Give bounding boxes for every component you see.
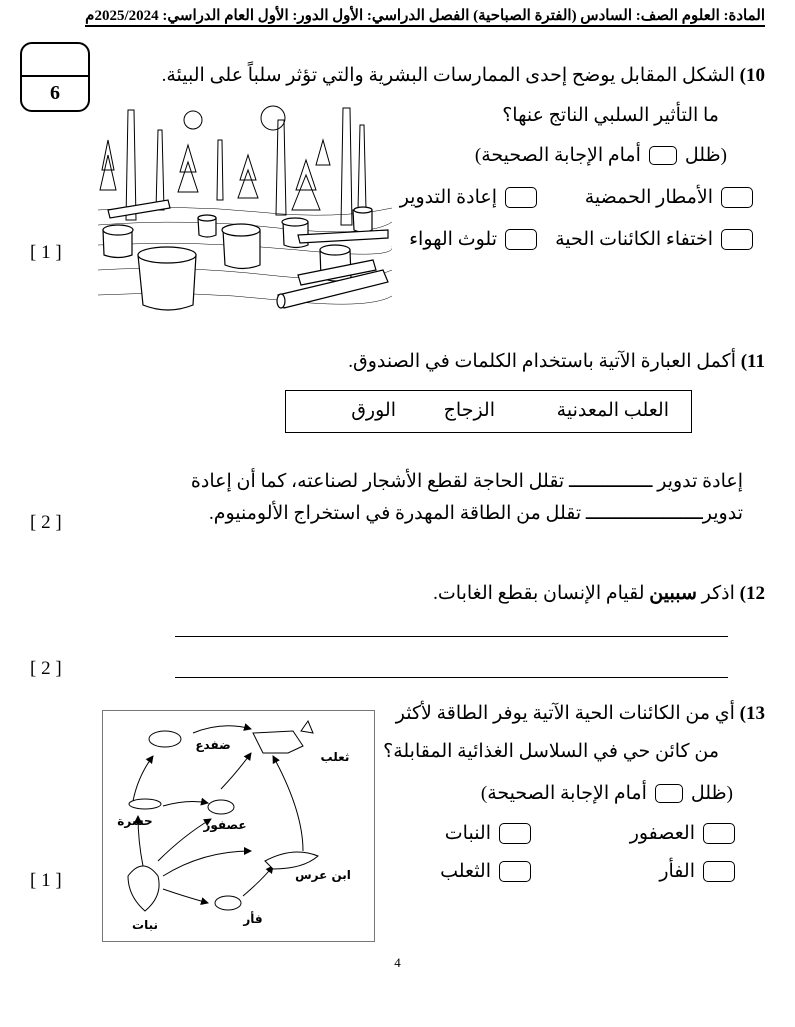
sparrow-icon xyxy=(208,800,234,814)
q11-sentence-line1: إعادة تدوير ـــــــــــــــ تقلل الحاجة لقطع الأشجار لصناعته، كما أن إعادة xyxy=(190,471,743,492)
q11-line xyxy=(348,350,765,373)
q10-option-air-pollution[interactable] xyxy=(409,228,537,251)
q11-text: أكمل العبارة الآتية باستخدام الكلمات في الصندوق. xyxy=(348,351,736,372)
q12-text-post: لقيام الإنسان بقطع الغابات. xyxy=(433,583,645,604)
answer-line-2[interactable] xyxy=(175,677,728,678)
q13-option-mouse[interactable] xyxy=(659,860,735,883)
score-divider xyxy=(22,75,88,77)
q10-option-4-label: تلوث الهواء xyxy=(409,229,497,250)
q13-checkbox-4[interactable] xyxy=(499,861,531,882)
q13-checkbox-2[interactable] xyxy=(499,823,531,844)
q12-line xyxy=(433,582,765,605)
q10-option-extinction[interactable] xyxy=(555,228,753,251)
q13-line2: من كائن حي في السلاسل الغذائية المقابلة؟ xyxy=(383,741,719,762)
q13-option-2-label: النبات xyxy=(444,823,491,844)
q10-option-recycling[interactable] xyxy=(400,186,537,209)
q10-checkbox-3[interactable] xyxy=(721,229,753,250)
header-text: المادة: العلوم الصف: السادس (الفترة الصباحية) الفصل الدراسي: الأول الدور: الأول العام الدراسي: 2025/2024م xyxy=(85,8,765,27)
frog-icon xyxy=(149,731,181,747)
q10-option-3-label: اختفاء الكائنات الحية xyxy=(555,229,713,250)
q10-option-acid-rain[interactable] xyxy=(585,186,753,209)
label-insect: حشرة xyxy=(117,814,153,828)
score-value: 6 xyxy=(50,82,60,104)
insect-icon xyxy=(129,799,161,809)
q10-option-2-label: إعادة التدوير xyxy=(399,187,497,208)
weasel-icon xyxy=(265,852,318,869)
q13-checkbox-1[interactable] xyxy=(703,823,735,844)
q10-checkbox-1[interactable] xyxy=(721,187,753,208)
q13-number: 13) xyxy=(739,703,765,724)
word-bank-box xyxy=(285,390,692,433)
q10-instruction-close: أمام الإجابة الصحيحة) xyxy=(474,145,641,166)
q11-number: 11) xyxy=(740,351,765,372)
q11-mark: [ 2 ] xyxy=(30,512,62,533)
q10-line1 xyxy=(162,64,765,87)
q13-instruction xyxy=(481,782,733,805)
q10-checkbox-2[interactable] xyxy=(505,187,537,208)
label-fox: ثعلب xyxy=(320,750,350,764)
q12-number: 12) xyxy=(739,583,765,604)
label-frog: ضفدع xyxy=(195,738,231,752)
q13-line1 xyxy=(396,702,765,725)
q13-instruction-close: أمام الإجابة الصحيحة) xyxy=(480,783,647,804)
q12-text-bold: سببين xyxy=(649,583,697,604)
answer-line-1[interactable] xyxy=(175,636,728,637)
word-bank-item-1: العلب المعدنية xyxy=(556,400,669,421)
deforestation-illustration xyxy=(98,100,392,322)
q10-text: الشكل المقابل يوضح إحدى الممارسات البشرية والتي تؤثر سلباً على البيئة. xyxy=(161,65,735,86)
food-web-diagram xyxy=(102,710,375,942)
label-sparrow: عصفور xyxy=(203,818,247,832)
q13-option-3-label: الفأر xyxy=(659,861,695,882)
q13-option-fox[interactable] xyxy=(440,860,531,883)
q12-mark: [ 2 ] xyxy=(30,658,62,679)
label-mouse: فأر xyxy=(243,912,263,926)
word-bank-item-2: الزجاج xyxy=(443,400,495,421)
exam-header xyxy=(28,6,765,25)
q13-option-plant[interactable] xyxy=(445,822,531,845)
q10-number: 10) xyxy=(739,65,765,86)
q13-option-1-label: العصفور xyxy=(629,823,695,844)
q10-mark: [ 1 ] xyxy=(30,242,62,263)
score-box xyxy=(20,42,90,112)
shade-box-sample xyxy=(649,146,677,165)
word-bank-item-3: الورق xyxy=(351,400,396,421)
q10-instruction xyxy=(475,144,727,167)
page-number: 4 xyxy=(394,955,401,970)
q13-option-sparrow[interactable] xyxy=(630,822,735,845)
mouse-icon xyxy=(215,896,241,910)
plant-icon xyxy=(128,866,159,911)
q13-text-1: أي من الكائنات الحية الآتية يوفر الطاقة لأكثر xyxy=(395,703,735,724)
q10-instruction-open: (ظلل xyxy=(684,145,727,166)
q10-option-1-label: الأمطار الحمضية xyxy=(584,187,713,208)
label-plant: نبات xyxy=(132,918,158,932)
q13-instruction-open: (ظلل xyxy=(690,783,733,804)
q13-option-4-label: الثعلب xyxy=(440,861,491,882)
q13-checkbox-3[interactable] xyxy=(703,861,735,882)
q10-line2: ما التأثير السلبي الناتج عنها؟ xyxy=(502,105,719,126)
q13-mark: [ 1 ] xyxy=(30,870,62,891)
label-weasel: ابن عرس xyxy=(295,868,351,882)
q12-text-pre: اذكر xyxy=(701,583,735,604)
fox-icon xyxy=(253,731,303,753)
shade-box-sample-2 xyxy=(655,784,683,803)
q10-checkbox-4[interactable] xyxy=(505,229,537,250)
q11-sentence-line2: تدويرـــــــــــــــــــــ تقلل من الطاقة المهدرة في استخراج الألومنيوم. xyxy=(208,503,743,524)
